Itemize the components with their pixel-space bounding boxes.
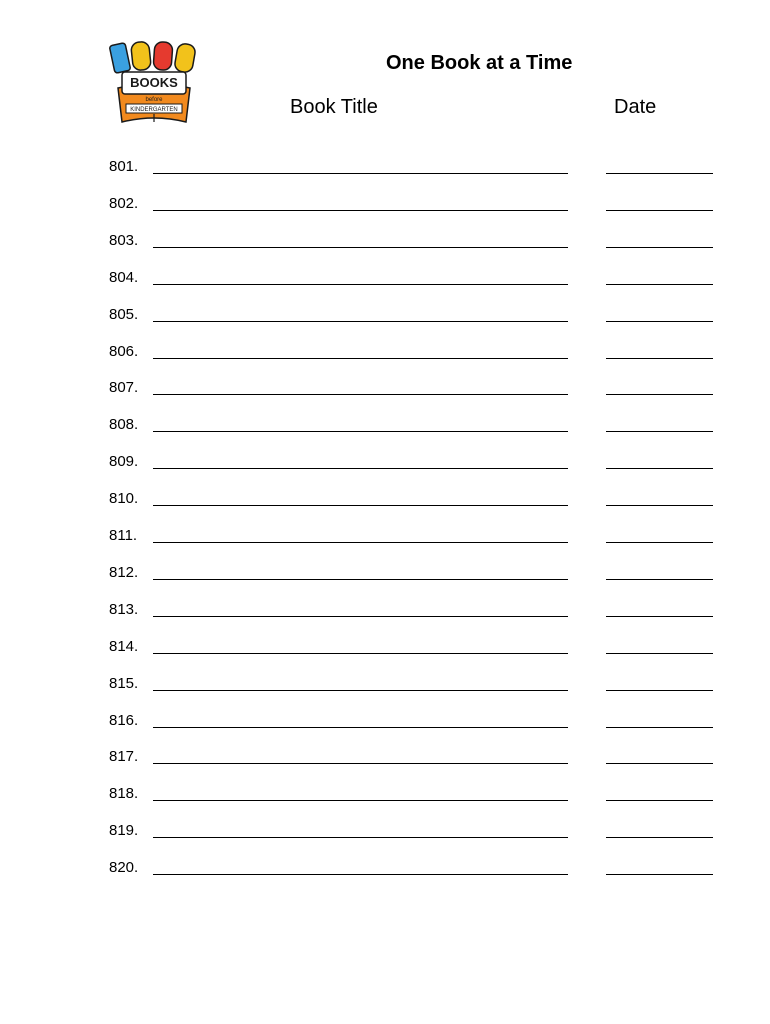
entry-row <box>0 343 770 367</box>
entry-number: 803. <box>109 231 139 249</box>
date-blank[interactable] <box>606 763 713 764</box>
logo-before-text: before <box>145 97 163 103</box>
entry-number: 805. <box>109 305 139 323</box>
logo-1000-books <box>104 38 204 126</box>
entry-number: 815. <box>109 674 139 692</box>
column-header-date: Date <box>614 96 657 118</box>
book-title-blank[interactable] <box>153 505 568 506</box>
date-blank[interactable] <box>606 505 713 506</box>
logo-kindergarten-text: KINDERGARTEN <box>130 107 178 113</box>
date-blank[interactable] <box>606 358 713 359</box>
date-blank[interactable] <box>606 394 713 395</box>
book-title-blank[interactable] <box>153 284 568 285</box>
book-title-blank[interactable] <box>153 727 568 728</box>
date-blank[interactable] <box>606 690 713 691</box>
entry-row <box>0 859 770 883</box>
entry-row <box>0 712 770 736</box>
book-title-blank[interactable] <box>153 210 568 211</box>
entry-row <box>0 638 770 662</box>
entry-number: 817. <box>109 748 139 766</box>
book-title-blank[interactable] <box>153 321 568 322</box>
book-title-blank[interactable] <box>153 173 568 174</box>
entry-row <box>0 195 770 219</box>
date-blank[interactable] <box>606 468 713 469</box>
entry-row <box>0 306 770 330</box>
date-blank[interactable] <box>606 284 713 285</box>
entry-number: 816. <box>109 711 139 729</box>
date-blank[interactable] <box>606 874 713 875</box>
entry-row <box>0 822 770 846</box>
entry-number: 804. <box>109 268 139 286</box>
date-blank[interactable] <box>606 837 713 838</box>
book-title-blank[interactable] <box>153 394 568 395</box>
entry-row <box>0 416 770 440</box>
date-blank[interactable] <box>606 247 713 248</box>
book-title-blank[interactable] <box>153 763 568 764</box>
date-blank[interactable] <box>606 800 713 801</box>
entry-row <box>0 564 770 588</box>
book-title-blank[interactable] <box>153 247 568 248</box>
entry-number: 802. <box>109 194 139 212</box>
entry-number: 820. <box>109 859 139 877</box>
date-blank[interactable] <box>606 727 713 728</box>
book-title-blank[interactable] <box>153 690 568 691</box>
book-title-blank[interactable] <box>153 542 568 543</box>
book-title-blank[interactable] <box>153 579 568 580</box>
entry-row <box>0 527 770 551</box>
entry-number: 810. <box>109 490 139 508</box>
entry-number: 809. <box>109 453 139 471</box>
book-title-blank[interactable] <box>153 431 568 432</box>
date-blank[interactable] <box>606 579 713 580</box>
book-title-blank[interactable] <box>153 800 568 801</box>
book-title-blank[interactable] <box>153 468 568 469</box>
entry-row <box>0 453 770 477</box>
book-title-blank[interactable] <box>153 653 568 654</box>
entry-row <box>0 232 770 256</box>
entry-number: 811. <box>109 527 138 544</box>
entry-number: 818. <box>109 785 139 803</box>
date-blank[interactable] <box>606 616 713 617</box>
entry-number: 806. <box>109 342 139 360</box>
date-blank[interactable] <box>606 431 713 432</box>
entry-number: 819. <box>109 822 139 840</box>
entry-number: 814. <box>109 637 139 655</box>
book-title-blank[interactable] <box>153 837 568 838</box>
entry-number: 812. <box>109 563 139 581</box>
date-blank[interactable] <box>606 173 713 174</box>
entry-row <box>0 675 770 699</box>
entry-number: 807. <box>109 379 139 397</box>
logo-books-text: BOOKS <box>130 75 178 90</box>
entry-row <box>0 490 770 514</box>
entry-row <box>0 785 770 809</box>
entry-row <box>0 269 770 293</box>
entry-number: 813. <box>109 600 139 618</box>
date-blank[interactable] <box>606 542 713 543</box>
page-title: One Book at a Time <box>386 52 573 74</box>
entry-row <box>0 601 770 625</box>
entry-number: 801. <box>109 158 139 175</box>
date-blank[interactable] <box>606 321 713 322</box>
book-title-blank[interactable] <box>153 874 568 875</box>
entry-row <box>0 379 770 403</box>
date-blank[interactable] <box>606 653 713 654</box>
book-title-blank[interactable] <box>153 358 568 359</box>
entry-number: 808. <box>109 416 139 434</box>
entry-row <box>0 158 770 182</box>
entry-row <box>0 748 770 772</box>
date-blank[interactable] <box>606 210 713 211</box>
book-title-blank[interactable] <box>153 616 568 617</box>
column-header-book-title: Book Title <box>290 96 378 118</box>
